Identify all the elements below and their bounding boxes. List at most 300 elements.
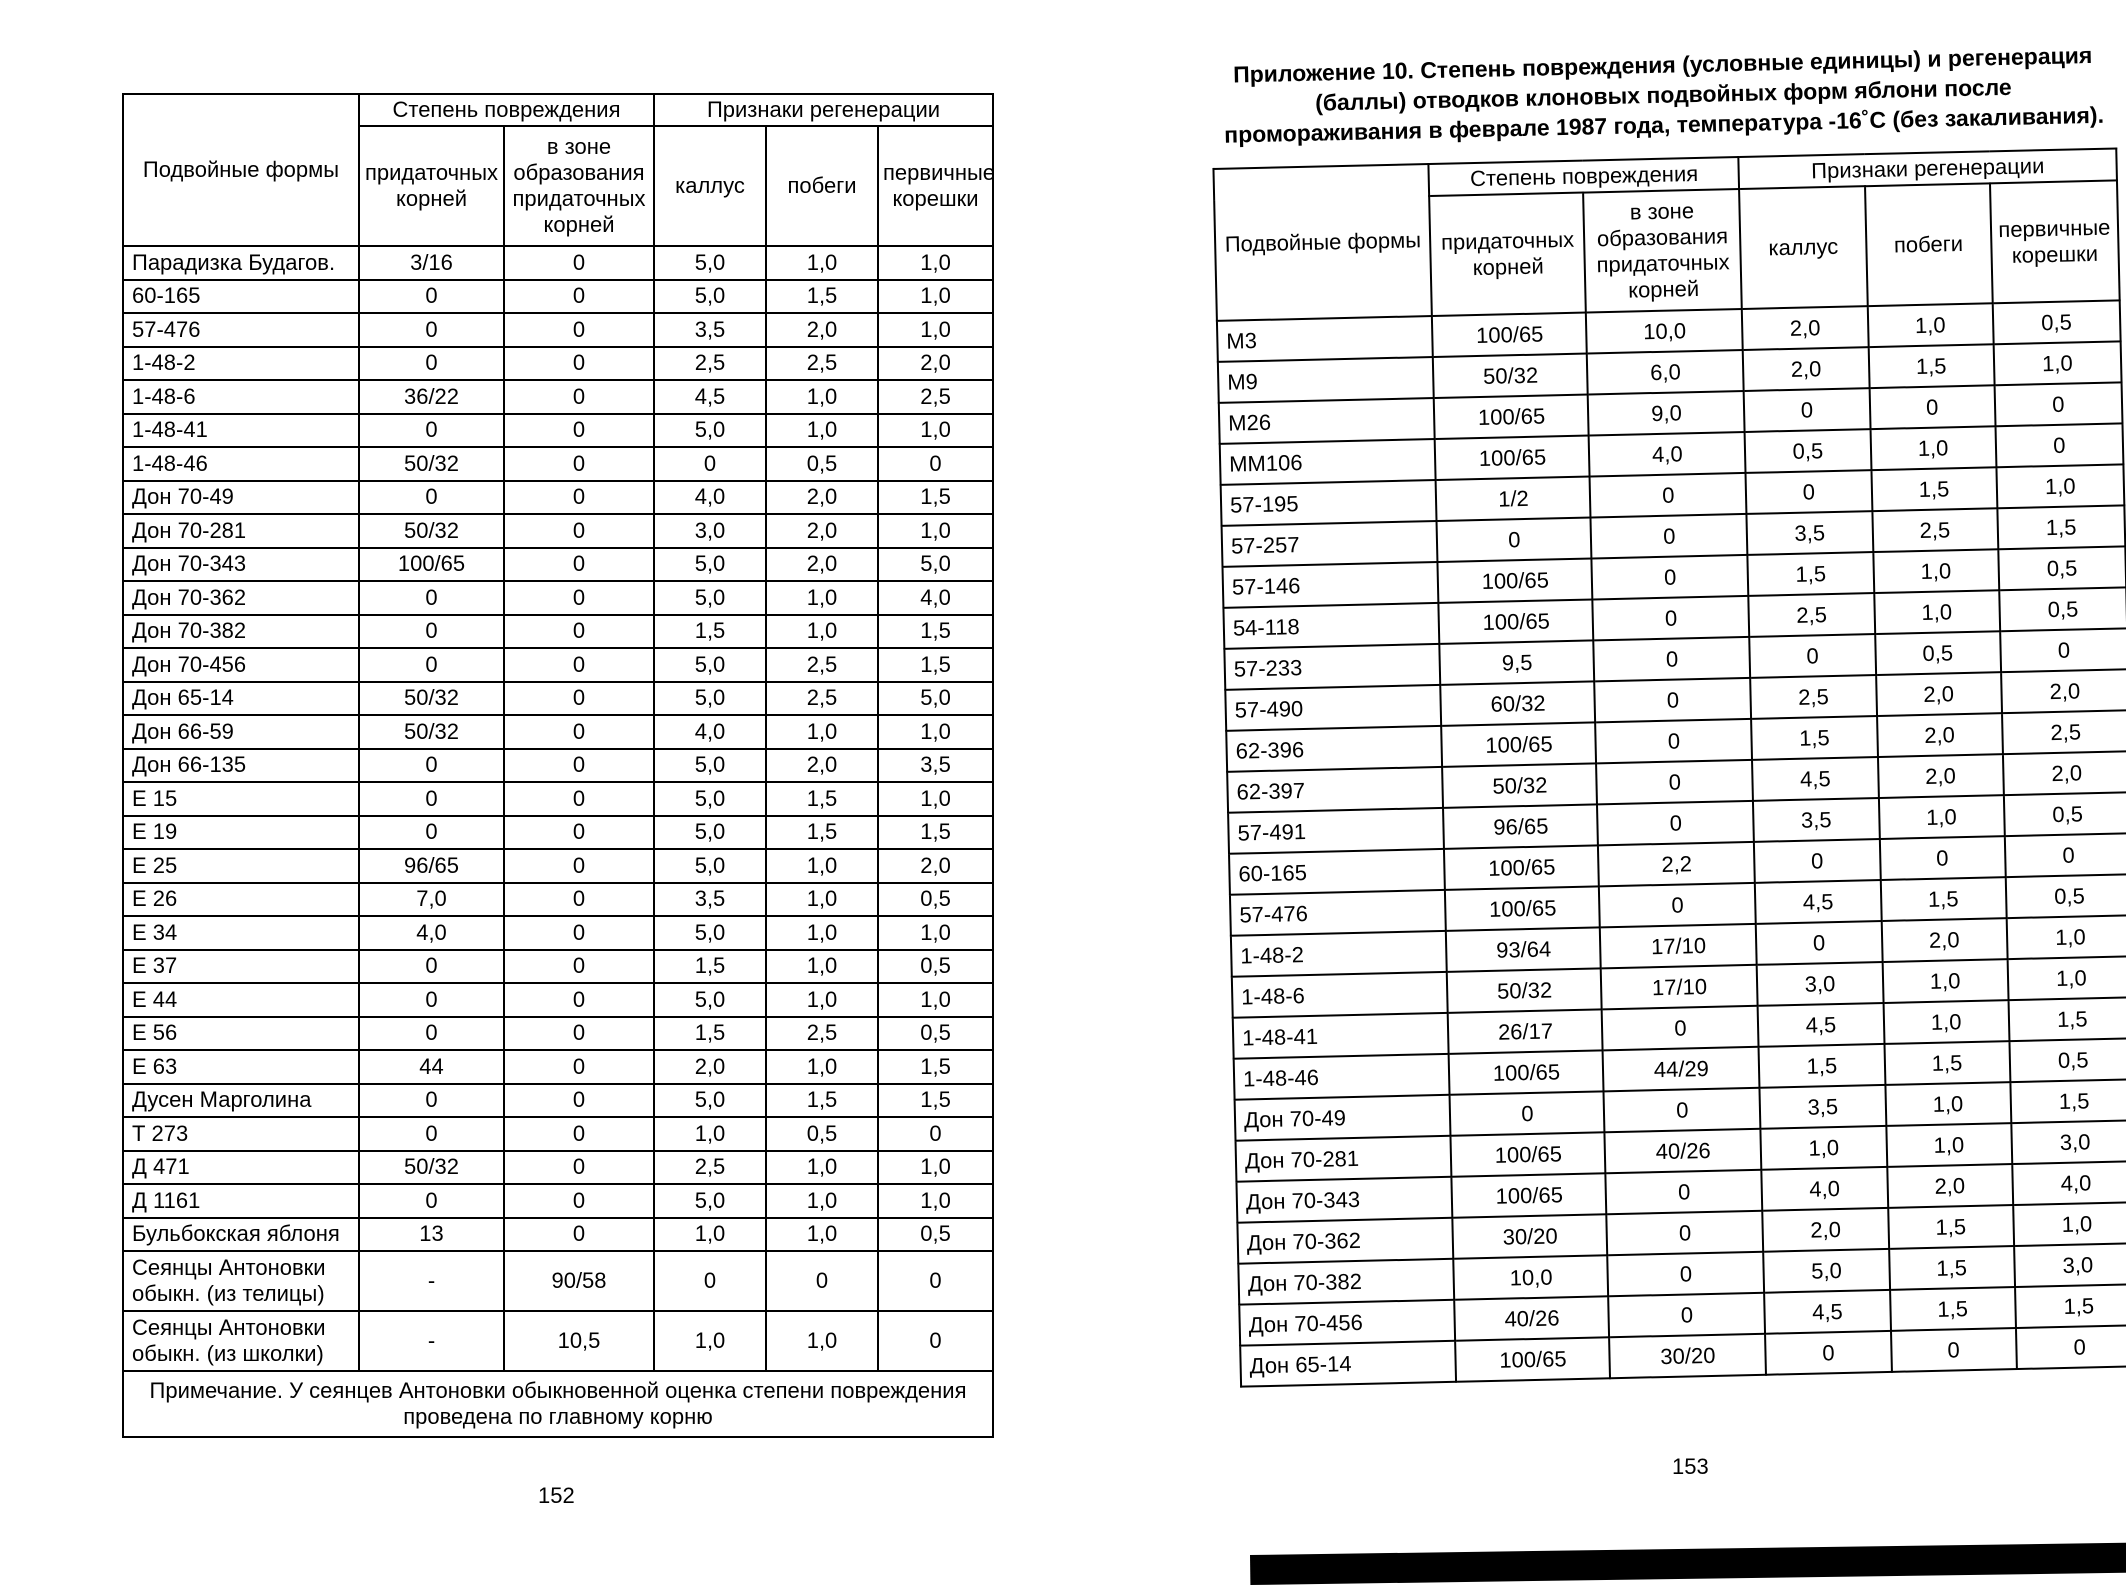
cell-value: 2,5: [766, 1017, 878, 1051]
cell-value: 1,0: [878, 313, 993, 347]
cell-value: 3,0: [2011, 1120, 2126, 1164]
page-153: [1210, 39, 2126, 1387]
cell-value: 3,5: [1747, 511, 1873, 555]
cell-value: 1,5: [1880, 877, 2006, 921]
row-label: Сеянцы Антоновки обыкн. (из школки): [123, 1311, 359, 1371]
cell-value: 0: [1994, 382, 2122, 426]
cell-value: 0: [359, 749, 504, 783]
cell-value: 0: [1594, 637, 1751, 682]
cell-value: 0: [1606, 1170, 1763, 1215]
cell-value: 1,0: [766, 615, 878, 649]
header-adventitious-roots: придаточных корней: [359, 126, 504, 246]
cell-value: 100/65: [1442, 722, 1597, 766]
cell-value: 100/65: [1456, 1337, 1611, 1381]
table-row: [123, 916, 993, 950]
cell-value: 1,0: [1883, 1000, 2009, 1044]
cell-value: 0: [504, 347, 654, 381]
cell-value: 0: [359, 414, 504, 448]
header-forms: Подвойные формы: [1213, 164, 1432, 321]
cell-value: 1,0: [1885, 1082, 2011, 1126]
cell-value: 2,0: [878, 347, 993, 381]
cell-value: 1,5: [1890, 1287, 2016, 1331]
cell-value: 1,0: [878, 514, 993, 548]
cell-value: 0: [359, 615, 504, 649]
header-shoots: побеги: [1865, 183, 1993, 306]
row-label: Е 44: [123, 983, 359, 1017]
cell-value: 3,0: [2014, 1243, 2126, 1287]
cell-value: 1,0: [878, 916, 993, 950]
cell-value: 96/65: [1443, 804, 1598, 848]
cell-value: 2,0: [1877, 713, 2003, 757]
table-row: [123, 782, 993, 816]
cell-value: 0: [1595, 678, 1752, 723]
cell-value: 5,0: [654, 1084, 766, 1118]
row-label: Е 63: [123, 1050, 359, 1084]
cell-value: 2,0: [766, 514, 878, 548]
cell-value: 1,0: [766, 1218, 878, 1252]
cell-value: 5,0: [654, 682, 766, 716]
cell-value: 4,0: [654, 715, 766, 749]
cell-value: 5,0: [654, 414, 766, 448]
row-label: Е 34: [123, 916, 359, 950]
cell-value: 0: [504, 1151, 654, 1185]
cell-value: 60/32: [1441, 681, 1596, 725]
row-label: 57-257: [1222, 521, 1438, 567]
row-label: Сеянцы Антоновки обыкн. (из телицы): [123, 1251, 359, 1311]
row-label: Дон 70-343: [123, 548, 359, 582]
cell-value: 0: [504, 1017, 654, 1051]
row-label: Бульбокская яблоня: [123, 1218, 359, 1252]
cell-value: 17/10: [1600, 924, 1757, 969]
cell-value: 0,5: [766, 447, 878, 481]
cell-value: 93/64: [1446, 927, 1601, 971]
cell-value: 1/2: [1436, 476, 1591, 520]
cell-value: 1,5: [654, 615, 766, 649]
cell-value: 100/65: [359, 548, 504, 582]
cell-value: 1,0: [654, 1117, 766, 1151]
cell-value: 1,0: [766, 983, 878, 1017]
header-primary-roots: первичные корешки: [1990, 180, 2120, 303]
cell-value: 1,0: [766, 414, 878, 448]
cell-value: 0: [1607, 1211, 1764, 1256]
row-label: 57-476: [1230, 890, 1446, 936]
cell-value: 1,0: [878, 1151, 993, 1185]
row-label: Д 471: [123, 1151, 359, 1185]
cell-value: 13: [359, 1218, 504, 1252]
cell-value: 1,0: [1874, 590, 2000, 634]
row-label: Дон 70-382: [123, 615, 359, 649]
row-label: 1-48-46: [123, 447, 359, 481]
cell-value: 0: [504, 313, 654, 347]
cell-value: 1,0: [1996, 464, 2124, 508]
left-table: [122, 93, 994, 1438]
cell-value: 50/32: [1447, 968, 1602, 1012]
cell-value: 0: [359, 950, 504, 984]
cell-value: 0: [1869, 385, 1995, 429]
cell-value: 1,5: [1888, 1205, 2014, 1249]
cell-value: 0: [504, 715, 654, 749]
row-label: Е 19: [123, 816, 359, 850]
header-callus: каллус: [654, 126, 766, 246]
cell-value: 3/16: [359, 246, 504, 280]
cell-value: 1,5: [878, 1084, 993, 1118]
cell-value: 44/29: [1603, 1047, 1760, 1092]
cell-value: 1,5: [2008, 997, 2126, 1041]
cell-value: 1,5: [878, 481, 993, 515]
table-row: [123, 1184, 993, 1218]
cell-value: 0: [504, 481, 654, 515]
cell-value: 0: [1750, 634, 1876, 678]
row-label: Дон 70-456: [1239, 1300, 1455, 1346]
cell-value: 17/10: [1601, 965, 1758, 1010]
cell-value: 0: [1879, 836, 2005, 880]
cell-value: 1,0: [1882, 959, 2008, 1003]
cell-value: 1,0: [1993, 341, 2121, 385]
cell-value: 1,5: [1751, 716, 1877, 760]
cell-value: 3,5: [1760, 1085, 1886, 1129]
row-label: М26: [1219, 398, 1435, 444]
cell-value: 0: [1599, 883, 1756, 928]
table-row: [123, 682, 993, 716]
header-shoots: побеги: [766, 126, 878, 246]
cell-value: 5,0: [654, 581, 766, 615]
table-row: [123, 983, 993, 1017]
cell-value: 1,0: [766, 1151, 878, 1185]
table-row: [123, 414, 993, 448]
cell-value: 0: [1995, 423, 2123, 467]
table-row: [123, 615, 993, 649]
row-label: Дон 70-456: [123, 648, 359, 682]
cell-value: 1,0: [654, 1311, 766, 1371]
cell-value: 1,0: [766, 715, 878, 749]
cell-value: 5,0: [654, 749, 766, 783]
cell-value: 1,0: [1867, 303, 1993, 347]
cell-value: 0: [2016, 1325, 2126, 1369]
cell-value: 0: [504, 749, 654, 783]
cell-value: 0: [504, 1050, 654, 1084]
cell-value: 9,0: [1588, 391, 1745, 436]
row-label: 62-396: [1226, 726, 1442, 772]
cell-value: 3,5: [654, 883, 766, 917]
cell-value: 36/22: [359, 380, 504, 414]
header-formation-zone: в зоне образования придаточных корней: [504, 126, 654, 246]
row-label: Дон 65-14: [1240, 1341, 1456, 1387]
row-label: Дон 70-343: [1236, 1177, 1452, 1223]
table-row: [123, 883, 993, 917]
cell-value: 0: [504, 581, 654, 615]
cell-value: 0: [1604, 1088, 1761, 1133]
cell-value: 50/32: [359, 447, 504, 481]
cell-value: 0: [1754, 839, 1880, 883]
cell-value: 0: [504, 983, 654, 1017]
row-label: 62-397: [1227, 767, 1443, 813]
cell-value: 5,0: [878, 548, 993, 582]
row-label: М3: [1217, 316, 1433, 362]
table-row: [123, 1311, 993, 1371]
header-damage-group: Степень повреждения: [359, 94, 654, 126]
cell-value: 7,0: [359, 883, 504, 917]
cell-value: 2,0: [1877, 754, 2003, 798]
cell-value: 3,5: [654, 313, 766, 347]
cell-value: 2,0: [766, 548, 878, 582]
cell-value: 1,0: [766, 916, 878, 950]
row-label: 57-476: [123, 313, 359, 347]
table-row: [123, 1050, 993, 1084]
row-label: Е 56: [123, 1017, 359, 1051]
cell-value: 4,0: [878, 581, 993, 615]
cell-value: 1,5: [2010, 1079, 2126, 1123]
cell-value: 1,0: [2006, 915, 2126, 959]
cell-value: 50/32: [359, 682, 504, 716]
cell-value: 40/26: [1455, 1296, 1610, 1340]
cell-value: 1,0: [766, 883, 878, 917]
table-row: [123, 280, 993, 314]
cell-value: 1,5: [766, 782, 878, 816]
cell-value: 5,0: [654, 1184, 766, 1218]
cell-value: 0: [504, 414, 654, 448]
row-label: 60-165: [123, 280, 359, 314]
cell-value: 0: [654, 447, 766, 481]
cell-value: 1,0: [766, 380, 878, 414]
cell-value: 0: [1608, 1252, 1765, 1297]
cell-value: 0,5: [878, 883, 993, 917]
cell-value: 0,5: [878, 1218, 993, 1252]
cell-value: 1,5: [2015, 1284, 2126, 1328]
cell-value: 0,5: [878, 950, 993, 984]
cell-value: 44: [359, 1050, 504, 1084]
row-label: Е 25: [123, 849, 359, 883]
cell-value: 1,5: [878, 615, 993, 649]
cell-value: 2,0: [766, 749, 878, 783]
cell-value: 1,5: [1868, 344, 1994, 388]
cell-value: 0: [1756, 921, 1882, 965]
cell-value: 0,5: [1875, 631, 2001, 675]
table-row: [123, 749, 993, 783]
cell-value: 30/20: [1453, 1214, 1608, 1258]
row-label: 1-48-6: [123, 380, 359, 414]
cell-value: 0: [359, 648, 504, 682]
cell-value: 2,0: [1743, 347, 1869, 391]
cell-value: 50/32: [1433, 354, 1588, 398]
cell-value: 4,5: [1752, 757, 1878, 801]
cell-value: 0: [504, 1084, 654, 1118]
cell-value: 0: [878, 1117, 993, 1151]
cell-value: 1,0: [1873, 549, 1999, 593]
header-forms: Подвойные формы: [123, 94, 359, 246]
cell-value: 1,0: [1886, 1123, 2012, 1167]
cell-value: 2,0: [766, 313, 878, 347]
row-label: Е 26: [123, 883, 359, 917]
cell-value: 30/20: [1609, 1334, 1766, 1379]
cell-value: 0: [1590, 473, 1747, 518]
cell-value: 5,0: [654, 280, 766, 314]
cell-value: 5,0: [654, 983, 766, 1017]
header-adventitious-roots: придаточных корней: [1430, 193, 1587, 316]
cell-value: 0: [1596, 719, 1753, 764]
cell-value: 2,0: [878, 849, 993, 883]
cell-value: 0: [2000, 628, 2126, 672]
cell-value: 2,5: [766, 347, 878, 381]
table-row: [123, 816, 993, 850]
table-row: [123, 1117, 993, 1151]
cell-value: 0: [504, 548, 654, 582]
cell-value: 0: [1746, 470, 1872, 514]
row-label: 57-490: [1225, 685, 1441, 731]
cell-value: 100/65: [1438, 558, 1593, 602]
cell-value: 1,5: [766, 816, 878, 850]
cell-value: 1,0: [2007, 956, 2126, 1000]
row-label: Дон 70-281: [1236, 1136, 1452, 1182]
cell-value: 0: [1765, 1331, 1891, 1375]
right-table-body: [1217, 300, 2126, 1386]
cell-value: 0,5: [1998, 546, 2126, 590]
cell-value: 0: [504, 380, 654, 414]
cell-value: 0: [359, 816, 504, 850]
cell-value: 1,0: [1870, 426, 1996, 470]
cell-value: 100/65: [1445, 886, 1600, 930]
header-damage-group: Степень повреждения: [1429, 157, 1740, 196]
cell-value: 1,5: [1871, 467, 1997, 511]
cell-value: 1,0: [766, 849, 878, 883]
table-row: [123, 246, 993, 280]
cell-value: 0: [504, 916, 654, 950]
cell-value: 0: [2004, 833, 2126, 877]
cell-value: 2,0: [766, 481, 878, 515]
row-label: Дон 70-49: [123, 481, 359, 515]
table-row: [123, 447, 993, 481]
right-table: [1212, 147, 2126, 1387]
row-label: Дон 70-281: [123, 514, 359, 548]
cell-value: 1,0: [766, 581, 878, 615]
cell-value: 6,0: [1587, 350, 1744, 395]
cell-value: 1,5: [878, 1050, 993, 1084]
row-label: Е 37: [123, 950, 359, 984]
cell-value: 2,0: [2001, 669, 2126, 713]
cell-value: 0: [654, 1251, 766, 1311]
table-row: [123, 514, 993, 548]
table-row: [123, 380, 993, 414]
cell-value: 0: [766, 1251, 878, 1311]
cell-value: 0: [359, 782, 504, 816]
row-label: 1-48-2: [1231, 931, 1447, 977]
cell-value: 2,5: [766, 648, 878, 682]
cell-value: 1,0: [766, 950, 878, 984]
cell-value: 0: [878, 1251, 993, 1311]
cell-value: 1,0: [654, 1218, 766, 1252]
cell-value: 3,5: [878, 749, 993, 783]
cell-value: 50/32: [1443, 763, 1598, 807]
cell-value: 5,0: [654, 648, 766, 682]
cell-value: 1,5: [878, 816, 993, 850]
cell-value: 2,5: [1872, 508, 1998, 552]
row-label: Дон 65-14: [123, 682, 359, 716]
row-label: 57-233: [1224, 644, 1440, 690]
row-label: Дон 70-362: [1237, 1218, 1453, 1264]
cell-value: 0: [504, 447, 654, 481]
page-number-left: 152: [538, 1483, 575, 1508]
cell-value: 3,0: [654, 514, 766, 548]
cell-value: 100/65: [1434, 395, 1589, 439]
cell-value: 40/26: [1605, 1129, 1762, 1174]
table-row: [123, 715, 993, 749]
row-label: Дусен Марголина: [123, 1084, 359, 1118]
cell-value: 26/17: [1448, 1009, 1603, 1053]
table-row: [123, 548, 993, 582]
cell-value: 0: [504, 816, 654, 850]
table-row: [123, 1017, 993, 1051]
scan-edge-shadow: [1250, 1542, 2126, 1585]
table-row: [123, 648, 993, 682]
cell-value: 0,5: [2005, 874, 2126, 918]
cell-value: 0: [1591, 514, 1748, 559]
cell-value: 4,0: [359, 916, 504, 950]
row-label: 1-48-41: [123, 414, 359, 448]
cell-value: 1,0: [1878, 795, 2004, 839]
table-row: [123, 1151, 993, 1185]
cell-value: -: [359, 1251, 504, 1311]
cell-value: 5,0: [654, 816, 766, 850]
cell-value: 0: [1602, 1006, 1759, 1051]
row-label: 54-118: [1223, 603, 1439, 649]
cell-value: 100/65: [1451, 1132, 1606, 1176]
cell-value: 0: [504, 1218, 654, 1252]
appendix-title: Приложение 10. Степень повреждения (условные единицы) и регенерация (баллы) отводков клоновых подвойных форм яблони после промораживания в феврале 1987 года, температура -16˚С (без закаливания).: [1223, 41, 2105, 148]
table-row: [123, 481, 993, 515]
cell-value: 0: [504, 782, 654, 816]
table-row: [123, 1218, 993, 1252]
cell-value: 0: [878, 447, 993, 481]
cell-value: 5,0: [654, 782, 766, 816]
header-regen-group: Признаки регенерации: [1739, 148, 2117, 189]
cell-value: 0: [504, 1184, 654, 1218]
cell-value: 1,0: [1761, 1126, 1887, 1170]
header-regen-group: Признаки регенерации: [654, 94, 993, 126]
cell-value: 4,5: [1758, 1003, 1884, 1047]
cell-value: 0: [359, 313, 504, 347]
cell-value: 0: [359, 1084, 504, 1118]
cell-value: 10,0: [1454, 1255, 1609, 1299]
cell-value: 4,0: [2012, 1161, 2126, 1205]
cell-value: 4,5: [1755, 880, 1881, 924]
table-row: [123, 1084, 993, 1118]
cell-value: 2,0: [1742, 306, 1868, 350]
row-label: 57-491: [1228, 808, 1444, 854]
cell-value: 0,5: [2009, 1038, 2126, 1082]
cell-value: 1,5: [654, 950, 766, 984]
cell-value: 2,0: [1881, 918, 2007, 962]
cell-value: 9,5: [1440, 640, 1595, 684]
cell-value: 1,0: [766, 1311, 878, 1371]
cell-value: 0: [1450, 1091, 1605, 1135]
cell-value: 1,0: [766, 246, 878, 280]
row-label: 57-146: [1223, 562, 1439, 608]
cell-value: 2,5: [2002, 710, 2126, 754]
cell-value: 96/65: [359, 849, 504, 883]
cell-value: 5,0: [654, 548, 766, 582]
row-label: Дон 70-382: [1238, 1259, 1454, 1305]
cell-value: 2,0: [654, 1050, 766, 1084]
cell-value: 0,5: [766, 1117, 878, 1151]
cell-value: 4,0: [1589, 432, 1746, 477]
cell-value: 1,0: [878, 246, 993, 280]
row-label: Т 273: [123, 1117, 359, 1151]
cell-value: 1,0: [766, 1184, 878, 1218]
cell-value: 2,5: [1750, 675, 1876, 719]
cell-value: 50/32: [359, 715, 504, 749]
cell-value: 100/65: [1432, 313, 1587, 357]
cell-value: 1,0: [878, 715, 993, 749]
cell-value: 1,5: [1997, 505, 2125, 549]
